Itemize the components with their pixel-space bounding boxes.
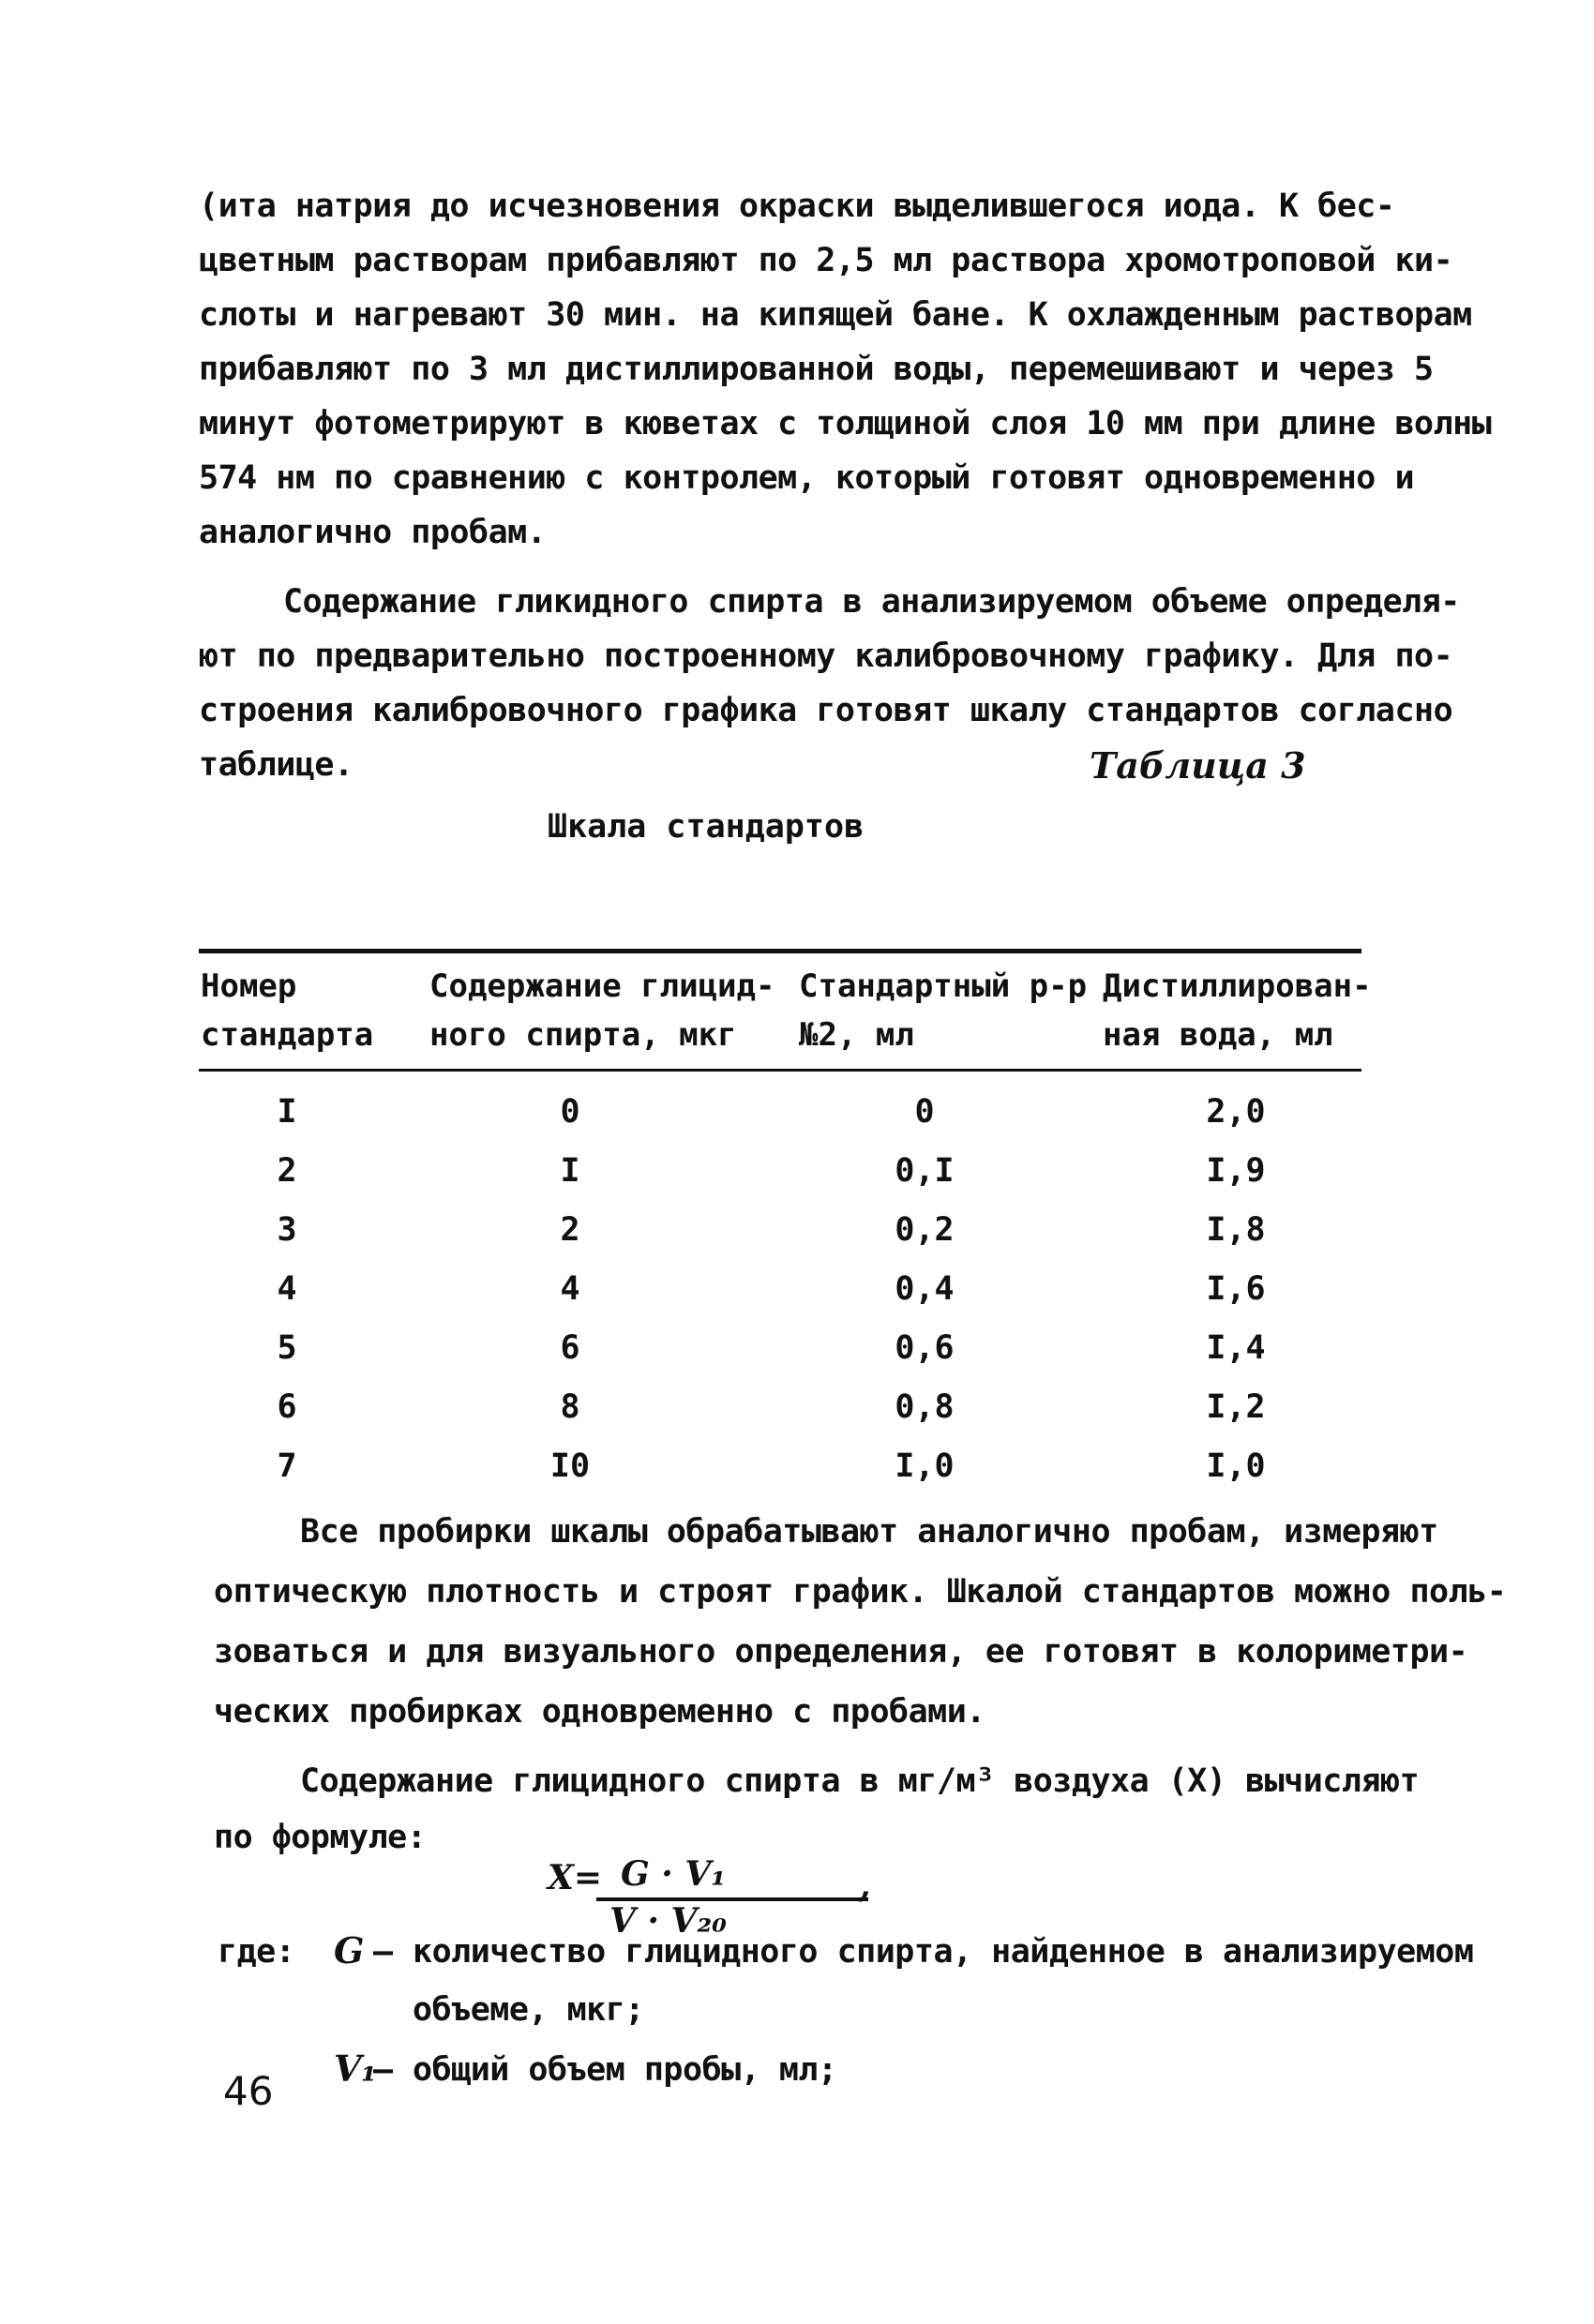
table-cell: 0 — [560, 1093, 580, 1131]
table-cell: 5 — [277, 1329, 297, 1367]
table-cell: 0 — [914, 1093, 935, 1131]
text-line: таблице. — [199, 746, 353, 784]
table-cell: 7 — [277, 1447, 297, 1485]
table-cell: I,4 — [1206, 1329, 1266, 1367]
text-line: слоты и нагревают 30 мин. на кипящей бане. К охлажденным растворам — [199, 296, 1472, 334]
formula-tail: , — [859, 1866, 871, 1905]
text-line: Все пробирки шкалы обрабатывают аналогично пробам, измеряют — [300, 1513, 1438, 1551]
table-cell: 6 — [277, 1388, 297, 1426]
table-cell: 4 — [277, 1270, 297, 1308]
page-number: 46 — [223, 2068, 274, 2114]
text-line: ют по предварительно построенному калибровочному графику. Для по- — [199, 637, 1453, 675]
table-cell: I,0 — [1206, 1447, 1266, 1485]
text-line: Содержание глицидного спирта в мг/м³ воздуха (X) вычисляют — [300, 1762, 1420, 1800]
variable-text-cont: объеме, мкг; — [413, 1991, 644, 2029]
table-cell: I0 — [549, 1447, 591, 1485]
text-line: аналогично пробам. — [199, 514, 547, 551]
table-cell: 0,4 — [895, 1270, 955, 1308]
table-cell: 3 — [277, 1211, 297, 1249]
where-label: где: — [218, 1933, 295, 1971]
table-label: Таблица 3 — [1090, 744, 1306, 787]
variable-symbol: G — [334, 1929, 364, 1972]
table-cell: 4 — [560, 1270, 580, 1308]
formula-denominator: V · V₂₀ — [609, 1901, 727, 1941]
table-header-rule — [199, 1069, 1361, 1072]
text-line: прибавляют по 3 мл дистиллированной воды, перемешивают и через 5 — [199, 351, 1434, 388]
table-cell: I,2 — [1206, 1388, 1266, 1426]
table-cell: 0,6 — [895, 1329, 955, 1367]
table-header-standard-solution: Стандартный р-р №2, мл — [799, 967, 1088, 1054]
table-header-content: Содержание глицид- ного спирта, мкг — [429, 967, 775, 1054]
text-line: оптическую плотность и строят график. Шкалой стандартов можно поль- — [214, 1573, 1507, 1611]
table-cell: I,9 — [1206, 1152, 1266, 1190]
table-cell: 6 — [560, 1329, 580, 1367]
table-cell: 2,0 — [1206, 1093, 1266, 1131]
text-line: Содержание гликидного спирта в анализируемом объеме определя- — [283, 583, 1460, 621]
variable-dash: – — [373, 1933, 393, 1971]
text-line: ческих пробирках одновременно с пробами. — [214, 1693, 985, 1731]
variable-text: количество глицидного спирта, найденное в анализируемом — [413, 1933, 1474, 1971]
table-header-number: Номер стандарта — [201, 967, 374, 1054]
formula-numerator: G · V₁ — [621, 1854, 727, 1894]
text-line: зоваться и для визуального определения, ее готовят в колориметри- — [214, 1633, 1468, 1671]
formula-lhs: X= — [548, 1858, 603, 1897]
table-cell: 2 — [277, 1152, 297, 1190]
table-cell: I,8 — [1206, 1211, 1266, 1249]
table-top-rule — [199, 949, 1361, 953]
text-line: 574 нм по сравнению с контролем, который готовят одновременно и — [199, 459, 1415, 497]
table-cell: I,0 — [895, 1447, 955, 1485]
variable-text: общий объем пробы, мл; — [413, 2051, 837, 2089]
table-cell: 0,I — [895, 1152, 955, 1190]
text-line: строения калибровочного графика готовят шкалу стандартов согласно — [199, 692, 1453, 729]
text-line: цветным растворам прибавляют по 2,5 мл раствора хромотроповой ки- — [199, 242, 1453, 279]
text-line: по формуле: — [214, 1819, 427, 1856]
table-title: Шкала стандартов — [548, 808, 865, 846]
text-line: (ита натрия до исчезновения окраски выделившегося иода. К бес- — [199, 187, 1395, 225]
table-cell: I — [277, 1093, 297, 1131]
table-cell: 2 — [560, 1211, 580, 1249]
table-cell: 0,8 — [895, 1388, 955, 1426]
table-cell: I,6 — [1206, 1270, 1266, 1308]
table-header-distilled-water: Дистиллирован- ная вода, мл — [1103, 967, 1372, 1054]
table-cell: 0,2 — [895, 1211, 955, 1249]
variable-dash: – — [373, 2051, 393, 2089]
variable-symbol: V₁ — [334, 2047, 377, 2090]
table-cell: 8 — [560, 1388, 580, 1426]
table-cell: I — [560, 1152, 580, 1190]
text-line: минут фотометрируют в кюветах с толщиной слоя 10 мм при длине волны — [199, 405, 1492, 442]
